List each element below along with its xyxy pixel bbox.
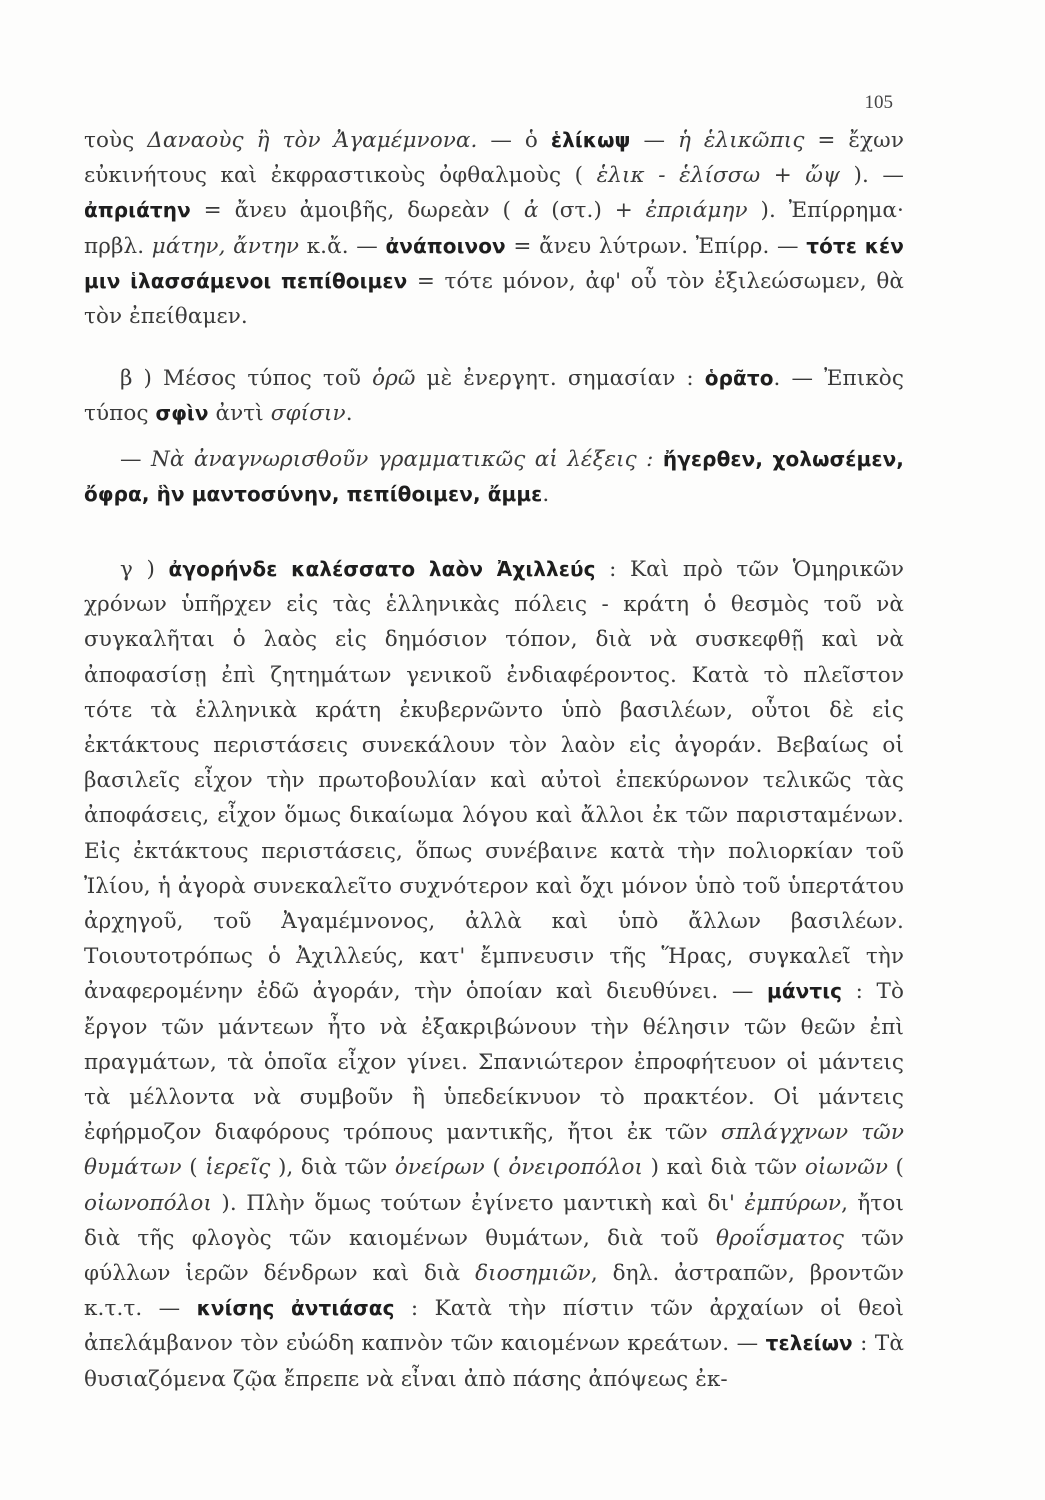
text-span: . bbox=[345, 401, 353, 427]
text-span: τῶν φύλλων ἱερῶν δένδρων καὶ διὰ bbox=[84, 1225, 904, 1287]
bold-lemma: ἀπριάτην bbox=[84, 198, 191, 223]
text-span: ( bbox=[484, 1155, 509, 1181]
italic-term: Δαναοὺς ἢ τὸν Ἀγαμέμνονα. bbox=[147, 128, 478, 153]
page-number: 105 bbox=[864, 92, 893, 113]
italic-term: θροΐσματος bbox=[715, 1225, 844, 1251]
text-span: (στ.) + bbox=[538, 198, 646, 224]
bold-lemma: μάντις bbox=[767, 979, 843, 1004]
text-span: ). Πλὴν ὅμως τούτων ἐγίνετο μαντικὴ καὶ δι' bbox=[212, 1190, 745, 1216]
text-span: ( bbox=[888, 1155, 904, 1181]
italic-term: ἐμπύρων bbox=[744, 1190, 842, 1216]
italic-term: ἑλικ - ἑλίσσω + ὤψ bbox=[596, 163, 840, 189]
italic-term: ὀνείρων bbox=[394, 1155, 485, 1181]
italic-term: οἰωνῶν bbox=[804, 1155, 888, 1181]
text-span: = ἄνευ λύτρων. Ἐπίρρ. — bbox=[505, 233, 807, 259]
text-span: γ ) bbox=[120, 557, 169, 582]
italic-term: σφίσιν bbox=[270, 401, 346, 427]
text-span: β ) Μέσος τύπος τοῦ bbox=[120, 366, 373, 391]
italic-term: ἀ bbox=[523, 198, 539, 224]
commentary-paragraph-1 bbox=[84, 123, 904, 334]
bold-lemma: ὁρᾶτο bbox=[704, 366, 774, 390]
text-span: ). — bbox=[839, 163, 905, 189]
bold-word-list: ἤγερθεν, χολωσέμεν, ὄφρα, ἣν μαντοσύνην, πεπίθοιμεν, ἄμμε bbox=[84, 447, 904, 507]
text-span bbox=[654, 447, 663, 472]
text-span: ) καὶ διὰ τῶν bbox=[643, 1155, 805, 1181]
text-span: — ὁ bbox=[477, 128, 551, 153]
text-span: — bbox=[120, 447, 151, 472]
text-span: : Τὰ θυσιαζόμενα ζῷα ἔπρεπε νὰ εἶναι ἀπὸ πάσης ἀπόψεως ἐκ- bbox=[84, 1331, 904, 1392]
bold-lemma: ἀγορήνδε καλέσσατο λαὸν Ἀχιλλεύς bbox=[168, 557, 596, 581]
text-span: = ἄνευ ἀμοιβῆς, δωρεὰν ( bbox=[190, 198, 524, 224]
italic-term: ἱερεῖς bbox=[205, 1155, 271, 1181]
text-span: , ἤτοι διὰ τῆς φλογὸς τῶν καιομένων θυμάτων, διὰ τοῦ bbox=[84, 1190, 904, 1251]
text-span: ἀντὶ bbox=[208, 401, 271, 427]
italic-term: μάτην, ἄντην bbox=[151, 233, 300, 259]
text-span: — bbox=[630, 128, 678, 153]
italic-term: οἰωνοπόλοι bbox=[84, 1190, 212, 1216]
text-span: τοὺς bbox=[84, 128, 148, 153]
bold-lemma: ἀνάποινον bbox=[385, 233, 506, 258]
text-span: . bbox=[542, 482, 550, 508]
italic-term: ὁρῶ bbox=[372, 366, 416, 391]
italic-term: ἡ ἑλικῶπις bbox=[677, 128, 805, 153]
text-span: μὲ ἐνεργητ. σημασίαν : bbox=[415, 366, 705, 391]
bold-lemma: τότε κέν μιν ἱλασσάμενοι πεπίθοιμεν bbox=[84, 233, 904, 293]
text-span: ). Ἐπίρρημα· πρβλ. bbox=[84, 198, 904, 259]
commentary-paragraph-2 bbox=[84, 361, 904, 431]
text-span: : Τὸ ἔργον τῶν μάντεων ἦτο νὰ ἐξακριβώνουν τὴν θέλησιν τῶν θεῶν ἐπὶ πραγμάτων, τὰ ὁποῖα εἶχον γίνει. Σπανιώτερον ἐπροφήτευον οἱ μάντεις τὰ μέλλοντα νὰ συμβοῦν ἢ ὑπεδείκνυον τὸ πρακτέον. Οἱ μάντεις ἐφήρμοζον διαφόρους τρόπους μαντικῆς, ἤτοι ἐκ τῶν bbox=[84, 979, 905, 1146]
text-span: = τότε μόνον, ἀφ' οὗ τὸν ἐξιλεώσωμεν, θὰ τὸν ἐπείθαμεν. bbox=[84, 268, 904, 330]
commentary-paragraph-3 bbox=[84, 552, 904, 1397]
italic-term: ὀνειροπόλοι bbox=[508, 1155, 644, 1181]
text-span: = ἔχων εὐκινήτους καὶ ἐκφραστικοὺς ὀφθαλμοὺς ( bbox=[84, 128, 904, 189]
italic-term: σπλάγχνων τῶν θυμάτων bbox=[84, 1120, 904, 1181]
text-span: : Κατὰ τὴν πίστιν τῶν ἀρχαίων οἱ θεοὶ ἀπελάμβανον τὸν εὐώδη καπνὸν τῶν καιομένων κρεάτων. — bbox=[84, 1296, 904, 1357]
text-span: : Καὶ πρὸ τῶν Ὁμηρικῶν χρόνων ὑπῆρχεν εἰς τὰς ἑλληνικὰς πόλεις - κράτη ὁ θεσμὸς τοῦ νὰ συγκαλῆται ὁ λαὸς εἰς δημόσιον τόπον, διὰ νὰ συσκεφθῇ καὶ νὰ ἀποφασίσῃ ἐπὶ ζητημάτων γενικοῦ ἐνδιαφέροντος. Κατὰ τὸ πλεῖστον τότε τὰ ἑλληνικὰ κράτη ἐκυβερνῶντο ὑπὸ βασιλέων, οὗτοι δὲ εἰς ἐκτάκτους περιστάσεις συνεκάλουν τὸν λαὸν εἰς ἀγοράν. Βεβαίως οἱ βασιλεῖς εἶχον τὴν πρωτοβουλίαν καὶ αὐτοὶ ἐπεκύρωνον τελικῶς τὰς ἀποφάσεις, εἶχον ὅμως δικαίωμα λόγου καὶ ἄλλοι ἐκ τῶν παρισταμένων. Εἰς ἐκτάκτους περιστάσεις, ὅπως συνέβαινε κατὰ τὴν πολιορκίαν τοῦ Ἰλίου, ἡ ἀγορὰ συνεκαλεῖτο συχνότερον καὶ ὄχι μόνον ὑπὸ τοῦ ὑπερτάτου ἀρχηγοῦ, τοῦ Ἀγαμέμνονος, ἀλλὰ καὶ ὑπὸ ἄλλων βασιλέων. Τοιουτοτρόπως ὁ Ἀχιλλεύς, κατ' ἔμπνευσιν τῆς Ἥρας, συγκαλεῖ τὴν ἀναφερομένην ἐδῶ ἀγοράν, τὴν ὁποίαν καὶ διευθύνει. — bbox=[84, 557, 904, 1005]
bold-lemma: ἑλίκωψ bbox=[550, 128, 631, 152]
text-span: , δηλ. ἀστραπῶν, βροντῶν κ.τ.τ. — bbox=[84, 1261, 905, 1322]
bold-lemma: τελείων bbox=[765, 1331, 853, 1356]
text-span: κ.ἄ. — bbox=[299, 233, 386, 259]
text-span: . — Ἐπικὸς τύπος bbox=[84, 366, 904, 427]
italic-term: ἐπριάμην bbox=[645, 198, 748, 224]
italic-instruction: Νὰ ἀναγνωρισθοῦν γραμματικῶς αἱ λέξεις : bbox=[150, 447, 654, 472]
text-span: ( bbox=[181, 1155, 206, 1181]
italic-term: διοσημιῶν bbox=[475, 1261, 591, 1287]
exercise-paragraph bbox=[84, 442, 904, 512]
bold-lemma: σφὶν bbox=[155, 401, 209, 426]
text-span: ), διὰ τῶν bbox=[270, 1155, 395, 1181]
bold-lemma: κνίσης ἀντιάσας bbox=[196, 1296, 395, 1321]
